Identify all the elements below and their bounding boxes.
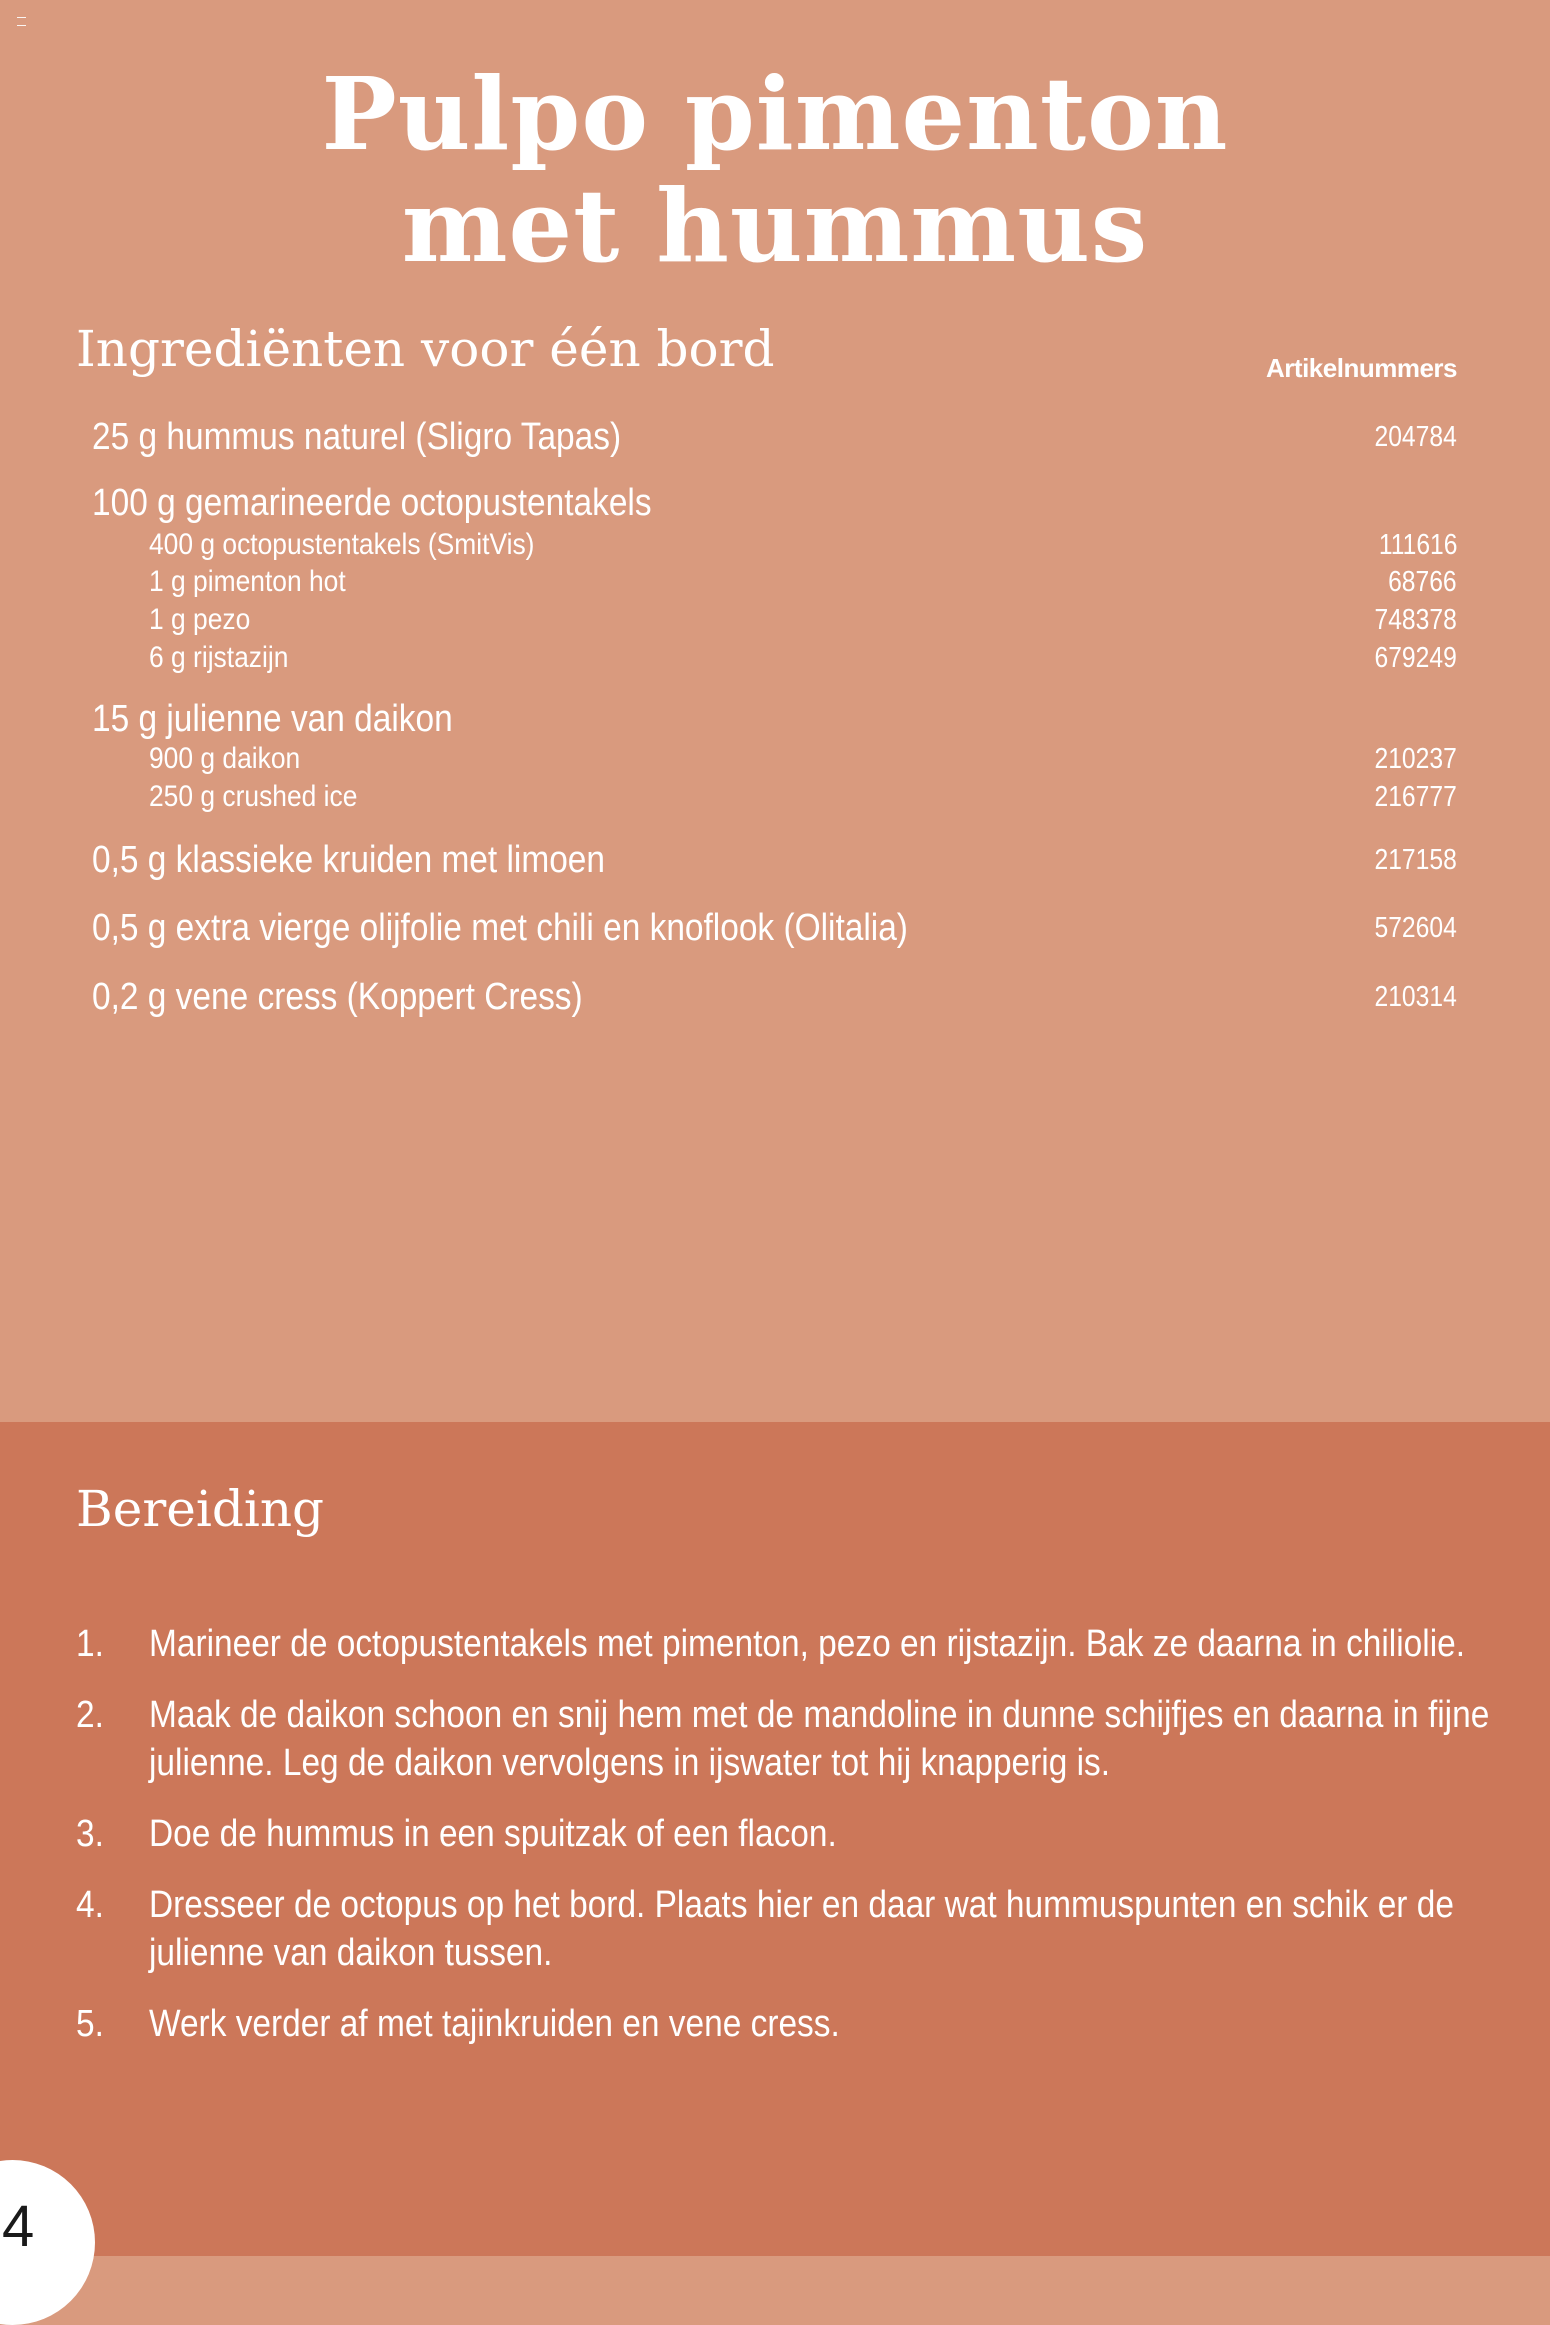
- article-number: 210314: [1374, 981, 1457, 1013]
- ingredient-label: 25 g hummus naturel (Sligro Tapas): [92, 416, 622, 458]
- ingredient-row: [0, 526, 1550, 566]
- step-number: 3.: [76, 1813, 104, 1855]
- ingredient-group-row: [0, 481, 1550, 524]
- preparation-step: [0, 1620, 1550, 1668]
- ingredient-label: 6 g rijstazijn: [149, 641, 289, 674]
- preparation-heading: Bereiding: [76, 1480, 325, 1538]
- article-number: 679249: [1374, 642, 1457, 674]
- ingredient-label: 250 g crushed ice: [149, 780, 358, 813]
- article-number: 210237: [1374, 743, 1457, 775]
- ingredient-row: [0, 838, 1550, 881]
- ingredient-label: 400 g octopustentakels (SmitVis): [149, 528, 535, 561]
- recipe-title-line-2: met hummus: [401, 167, 1149, 285]
- ingredient-row: [0, 563, 1550, 603]
- ingredient-row: [0, 778, 1550, 818]
- step-text: Dresseer de octopus op het bord. Plaats hier en daar wat hummuspunten en schik er de julienne van daikon tussen.: [149, 1884, 1454, 1974]
- ingredient-row: [0, 415, 1550, 458]
- ingredient-row: [0, 601, 1550, 641]
- ingredient-label: 0,5 g klassieke kruiden met limoen: [92, 839, 605, 881]
- recipe-title: [0, 55, 1550, 285]
- article-number: 217158: [1374, 844, 1457, 876]
- recipe-title-line-1: Pulpo pimenton: [321, 55, 1229, 173]
- step-number: 2.: [76, 1694, 104, 1736]
- menu-icon: [17, 17, 26, 26]
- ingredient-label: 0,5 g extra vierge olijfolie met chili en knoflook (Olitalia): [92, 907, 908, 949]
- ingredient-label: 100 g gemarineerde octopustentakels: [92, 482, 652, 524]
- preparation-step: [0, 1881, 1550, 1977]
- ingredient-group-row: [0, 697, 1550, 740]
- step-text: Marineer de octopustentakels met pimenton, pezo en rijstazijn. Bak ze daarna in chiliolie.: [149, 1623, 1466, 1665]
- step-text: Werk verder af met tajinkruiden en vene cress.: [149, 2003, 840, 2045]
- step-text: Maak de daikon schoon en snij hem met de mandoline in dunne schijfjes en daarna in fijne julienne. Leg de daikon vervolgens in ijswater tot hij knapperig is.: [149, 1694, 1490, 1784]
- step-number: 1.: [76, 1623, 104, 1665]
- ingredient-row: [0, 975, 1550, 1018]
- article-number: 216777: [1374, 781, 1457, 813]
- preparation-step: [0, 2000, 1550, 2048]
- article-number: 68766: [1388, 566, 1457, 598]
- ingredient-row: [0, 639, 1550, 679]
- ingredient-row: [0, 906, 1550, 949]
- step-text: Doe de hummus in een spuitzak of een flacon.: [149, 1813, 837, 1855]
- preparation-steps: [0, 1620, 1550, 2071]
- step-number: 5.: [76, 2003, 104, 2045]
- article-number: 572604: [1374, 912, 1457, 944]
- step-number: 4.: [76, 1884, 104, 1926]
- article-number: 204784: [1374, 421, 1457, 453]
- ingredient-label: 15 g julienne van daikon: [92, 698, 453, 740]
- ingredient-label: 1 g pimenton hot: [149, 565, 346, 598]
- ingredients-heading: Ingrediënten voor één bord: [76, 320, 775, 378]
- article-number: 748378: [1374, 604, 1457, 636]
- ingredient-row: [0, 740, 1550, 780]
- page-number: 4: [2, 2194, 35, 2259]
- ingredient-label: 0,2 g vene cress (Koppert Cress): [92, 976, 583, 1018]
- preparation-step: [0, 1691, 1550, 1787]
- preparation-step: [0, 1810, 1550, 1858]
- article-number: 111616: [1378, 529, 1457, 561]
- article-numbers-heading: Artikelnummers: [1266, 353, 1457, 383]
- ingredient-label: 900 g daikon: [149, 742, 301, 775]
- ingredient-label: 1 g pezo: [149, 603, 251, 636]
